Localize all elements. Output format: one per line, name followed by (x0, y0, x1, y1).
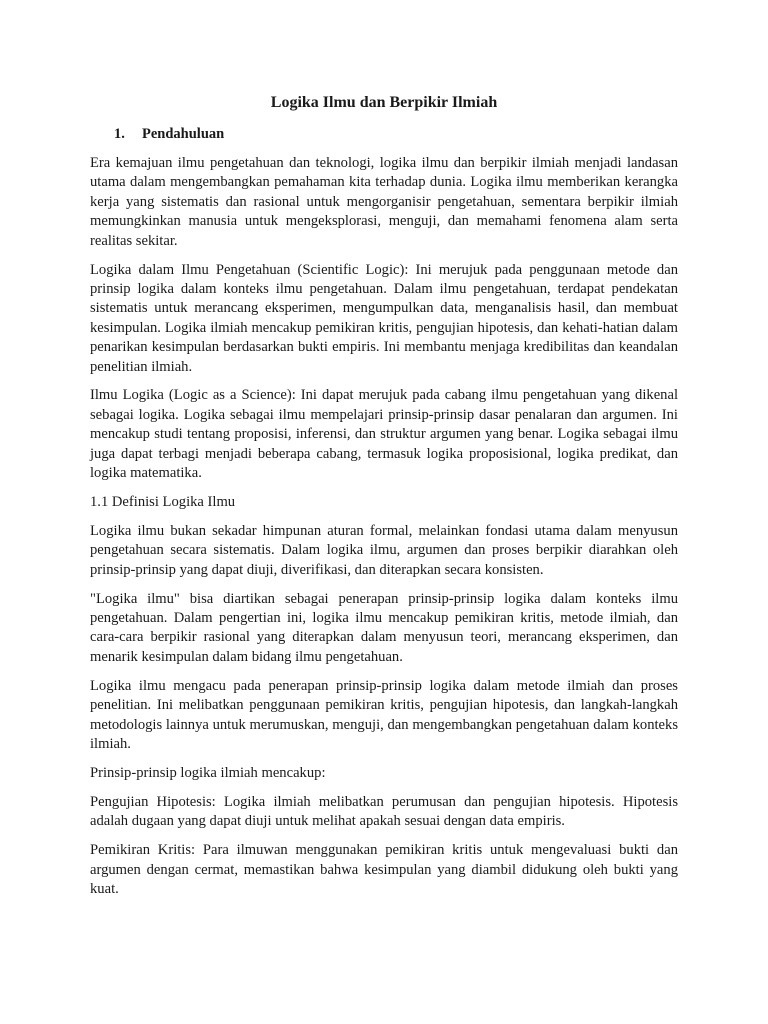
subsection-heading: 1.1 Definisi Logika Ilmu (90, 494, 236, 510)
paragraph-logic-as-science: Ilmu Logika (Logic as a Science): Ini dapat merujuk pada cabang ilmu pengetahuan yang dikenal sebagai logika. Logika sebagai ilmu mempelajari prinsip-prinsip dasar penalaran dan argumen. Ini mencakup studi tentang proposisi, inferensi, dan struktur argumen yang benar. Logika sebagai ilmu juga dapat terbagi menjadi beberapa cabang, termasuk logika proposisional, logika predikat, dan logika matematika. (90, 387, 678, 482)
document-title: Logika Ilmu dan Berpikir Ilmiah (270, 94, 498, 111)
paragraph-critical-thinking: Pemikiran Kritis: Para ilmuwan menggunakan pemikiran kritis untuk mengevaluasi bukti dan argumen dengan cermat, memastikan bahwa kesimpulan yang diambil didukung oleh bukti yang kuat. (90, 842, 678, 897)
paragraph-definition: Logika ilmu bukan sekadar himpunan aturan formal, melainkan fondasi utama dalam menyusun pengetahuan secara sistematis. Dalam logika ilmu, argumen dan proses berpikir diarahkan oleh prinsip-prinsip yang dapat diuji, diverifikasi, dan diterapkan secara konsisten. (90, 522, 678, 578)
paragraph-hypothesis-testing: Pengujian Hipotesis: Logika ilmiah melibatkan perumusan dan pengujian hipotesis. Hipotesis adalah dugaan yang dapat diuji untuk melihat apakah sesuai dengan data empiris. (90, 793, 678, 830)
document-page (90, 92, 678, 909)
paragraph-logika-ilmu-method: Logika ilmu mengacu pada penerapan prinsip-prinsip logika dalam metode ilmiah dan proses penelitian. Ini melibatkan penggunaan pemikiran kritis, pengujian hipotesis, dan langkah-langkah metodologis lainnya untuk merumuskan, menguji, dan mengembangkan pengetahuan dalam konteks ilmiah. (90, 677, 678, 752)
paragraph-intro: Era kemajuan ilmu pengetahuan dan teknologi, logika ilmu dan berpikir ilmiah menjadi landasan utama dalam mengembangkan pemahaman kita terhadap dunia. Logika ilmu memberikan kerangka kerja yang sistematis dan rasional untuk mengorganisir pengetahuan, sementara berpikir ilmiah memungkinkan manusia untuk mengeksplorasi, menguji, dan memahami fenomena alam serta realitas sekitar. (90, 155, 678, 249)
section-label: Pendahuluan (142, 126, 225, 142)
section-number: 1. (114, 126, 125, 142)
paragraph-principles-intro: Prinsip-prinsip logika ilmiah mencakup: (90, 764, 326, 781)
section-heading (114, 124, 678, 144)
paragraph-logika-ilmu-meaning: "Logika ilmu" bisa diartikan sebagai penerapan prinsip-prinsip logika dalam konteks ilmu pengetahuan. Dalam pengertian ini, logika ilmu mencakup pemikiran kritis, metode ilmiah, dan cara-cara berpikir rasional yang diterapkan dalam menyusun teori, merancang eksperimen, dan menarik kesimpulan dalam bidang ilmu pengetahuan. (90, 590, 678, 665)
paragraph-scientific-logic: Logika dalam Ilmu Pengetahuan (Scientific Logic): Ini merujuk pada penggunaan metode dan prinsip logika dalam konteks ilmu pengetahuan. Dalam ilmu pengetahuan, terdapat pendekatan sistematis untuk merancang eksperimen, mengumpulkan data, menganalisis hasil, dan membuat kesimpulan. Logika ilmiah mencakup pemikiran kritis, pengujian hipotesis, dan kehati-hatian dalam penarikan kesimpulan berdasarkan bukti empiris. Ini membantu menjaga kredibilitas dan keandalan penelitian ilmiah. (90, 261, 678, 375)
